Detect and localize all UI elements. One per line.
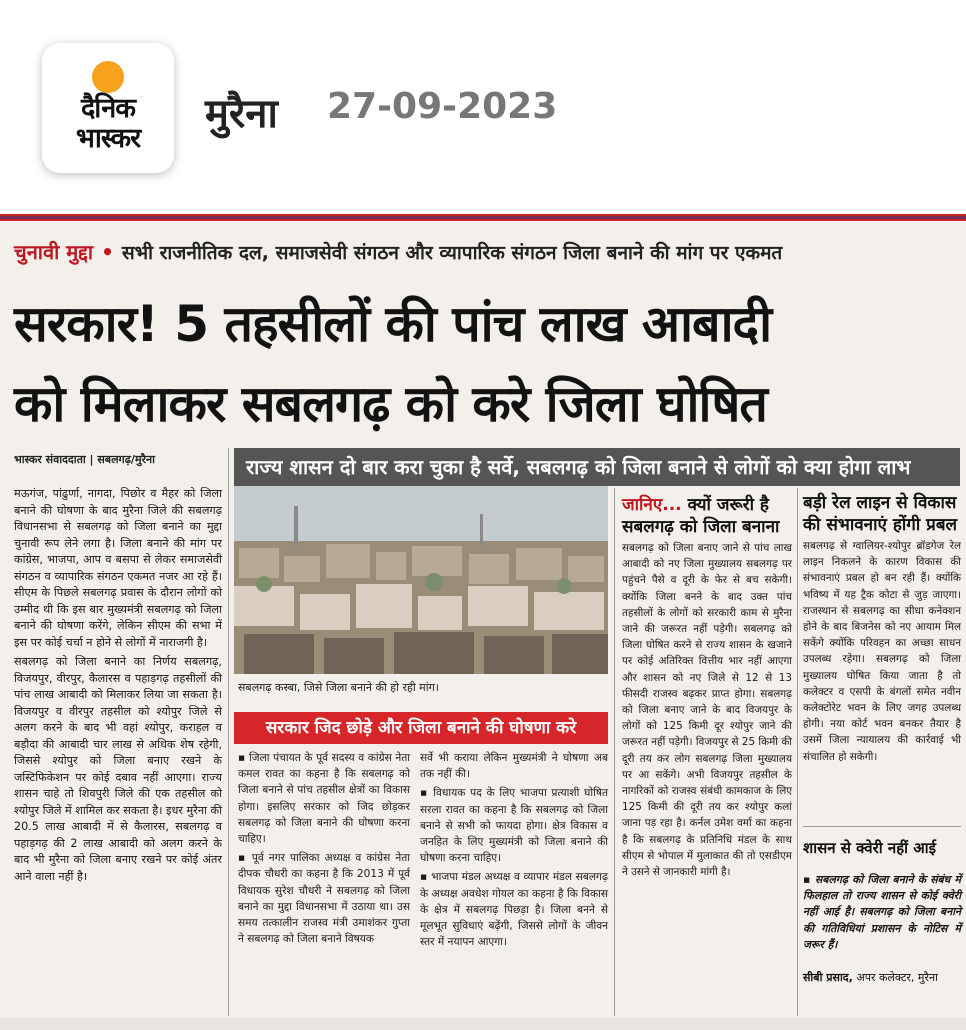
quote-signature [803, 970, 938, 985]
column-divider [228, 448, 229, 1016]
sidebar-heading-red: जानिए... [622, 495, 682, 515]
photo-caption: सबलगढ़ कस्बा, जिसे जिला बनाने की हो रही मांग। [238, 681, 439, 694]
headline-line1: सरकार! 5 तहसीलों की पांच लाख आबादी [14, 295, 772, 353]
paragraph: ▪ पूर्व नगर पालिका अध्यक्ष व कांग्रेस नेता दीपक चौधरी का कहना है कि 2013 में पूर्व विधायक सुरेश चौधरी ने सबलगढ़ को जिला बनाने का मुद्दा विधानसभा में उठाया था। उस समय तत्कालीन राजस्व मंत्री उमाशंकर गुप्ता ने सबलगढ़ को जिला बनाने विषयक [238, 852, 410, 946]
paragraph: सबलगढ़ को जिला बनाए जाने से पांच लाख आबादी को नए जिला मुख्यालय सबलगढ़ पर पहुंचने पैसे व दूरी के फेर से बच सकेगी। क्योंकि जिला बनने के बाद उक्त पांच तहसीलों के लोगों को सरकारी काम से मुरैना जाने की जरूरत नहीं पड़ेगी। सबलगढ़ को जिला घोषित करने से राज्य शासन के खजाने पर कोई अतिरिक्त वित्तीय भार नहीं आएगा और शासन को नए जिले से 12 से 13 फीसदी राजस्व बढ़कर प्राप्त होगा। सबलगढ़ को जिला बनाए जाने के बाद विजयपुर के लोगों को 125 किमी दूर श्योपुर जाने की जरूरत नहीं पड़ेगी। विजयपुर से 25 किमी की दूरी तय कर लोग सबलगढ़ जिला मुख्यालय पर आ सकेंगे। अभी विजयपुर तहसील के नागरिकों को राजस्व संबंधी कामकाज के लिए 125 किमी की दूरी तय कर श्योपुर कलां जाना पड़ रहा है। कर्नल उमेश वर्मा का कहना है कि सबलगढ़ के प्रतिनिधि मंडल के साथ सीएम से भोपाल में मुलाकात की तो एसडीएम ने उसने से जानकारी मांगी है। [622, 542, 792, 879]
town-skyline-illustration [234, 486, 608, 674]
sidebar-heading-rest: क्यों जरूरी है सबलगढ़ को जिला बनाना [622, 495, 780, 537]
paragraph: ▪ भाजपा मंडल अध्यक्ष व व्यापार मंडल सबलगढ़ के अध्यक्ष अवधेश गोयल का कहना है कि विकास के क्षेत्र में सबलगढ़ पिछड़ा है। जिला बनने से मूलभूत सुविधाएं बढ़ेंगी, जिससे लोगों के जीवन स्तर में नयापन आएगा। [420, 871, 608, 949]
edition-date: 27-09-2023 [327, 86, 558, 127]
sun-icon [92, 61, 124, 93]
masthead-band-accent [0, 216, 966, 219]
section-divider [803, 826, 961, 827]
article-column-1 [14, 486, 222, 888]
signature-role: अपर कलेक्टर, मुरैना [856, 971, 938, 984]
subhead-banner: सरकार जिद छोड़े और जिला बनाने की घोषणा करे [234, 712, 608, 744]
paragraph: ▪ विधायक पद के लिए भाजपा प्रत्याशी घोषित सरला रावत का कहना है कि सबलगढ़ को जिला बनाने से सभी को फायदा होगा। क्षेत्र विकास व जनहित के लिए मुख्यमंत्री को जिला बनाने की घोषणा करना चाहिए। [420, 787, 608, 865]
column-divider [797, 488, 798, 1016]
app-header [0, 0, 966, 210]
paragraph: सबलगढ़ को जिला बनाने का निर्णय सबलगढ़, विजयपुर, वीरपुर, कैलारस व पहाड़गढ़ तहसीलों की पांच लाख आबादी को मिलाकर लिया जा सकता है। विजयपुर व वीरपुर तहसील को श्योपुर जिले से अलग करने के बाद भी वहां श्योपुर, कराहल व बड़ौदा की आबादी चार लाख से अधिक शेष रहेगी, जिससे श्योपुर को जिला बनाए रखने के जस्टिफिकेशन पर कोई दबाव नहीं आएगा। राज्य शासन चाहे तो शिवपुरी जिले की एक तहसील को श्योपुर जिले में शामिल कर सकता है। इधर मुरैना की 20.5 लाख आबादी में से कैलारस, सबलगढ़ व पहाड़गढ़ की 2 लाख आबादी को अलग करने के बाद भी मुरैना को जिला बनाए रखने पर कोई अंतर आने वाला नहीं है। [14, 655, 222, 883]
paragraph: मऊगंज, पांढुर्णा, नागदा, पिछोर व मैहर को जिला बनाने की घोषणा के बाद मुरैना जिले की सबलगढ़ विधानसभा से सबलगढ़ को जिला बनाने का मुद्दा चुनावी रूप लेने लगा है। जिला बनाने की मांग पर कांग्रेस, भाजपा, आप व बसपा से लेकर समाजसेवी संगठन व व्यापारिक संगठन एकमत नजर आ रहे हैं। सीएम के पिछले सबलगढ़ प्रवास के दौरान लोगों को उम्मीद थी कि इस बार मुख्यमंत्री सबलगढ़ को जिला बनाने की घोषणा करेंगे, लेकिन सीएम की सभा में इस पर कोई चर्चा न होने से लोगों में नाराजगी है। [14, 487, 222, 649]
page-bottom-strip [0, 1018, 966, 1030]
logo-text-line2: भास्कर [75, 123, 141, 154]
byline: भास्कर संवाददाता | सबलगढ़/मुरैना [14, 453, 155, 466]
signature-name: सीबी प्रसाद, [803, 971, 853, 984]
sidebar-heading-why [622, 494, 794, 538]
photo-banner: राज्य शासन दो बार करा चुका है सर्वे, सबलगढ़ को जिला बनाने से लोगों को क्या होगा लाभ [234, 448, 960, 486]
sidebar-heading-query: शासन से क्वेरी नहीं आई [803, 839, 936, 857]
logo-text-line1: दैनिक [80, 93, 136, 124]
town-photo [234, 486, 608, 674]
article-column-4 [622, 540, 792, 883]
article-column-2 [238, 750, 410, 950]
article-column-5 [803, 538, 961, 768]
kicker [14, 238, 782, 265]
headline-line2: को मिलाकर सबलगढ़ को करे जिला घोषित [14, 375, 767, 433]
paragraph: ▪ जिला पंचायत के पूर्व सदस्य व कांग्रेस नेता कमल रावत का कहना है कि सबलगढ़ को जिला बनाने से पांच तहसील क्षेत्रों का विकास होगा। इसलिए सरकार को जिद छोड़कर सबलगढ़ को जिला बनाने की घोषणा करना चाहिए। [238, 752, 410, 846]
kicker-text: सभी राजनीतिक दल, समाजसेवी संगठन और व्यापारिक संगठन जिला बनाने की मांग पर एकमत [121, 242, 783, 264]
paragraph: ▪ सबलगढ़ को जिला बनाने के संबंध में फिलहाल तो राज्य शासन से कोई क्वेरी नहीं आई है। सबलगढ़ को जिला बनाने की गतिविधियां प्रशासन के नोटिस में जरूर हैं। [803, 873, 961, 951]
kicker-bullet: • [101, 240, 114, 264]
dainik-bhaskar-logo[interactable] [42, 43, 174, 173]
article-column-3 [420, 750, 608, 953]
paragraph: सबलगढ़ से ग्वालियर-श्योपुर ब्रॉडगेज रेल लाइन निकलने के कारण विकास की संभावनाएं प्रबल हो बन रही हैं। क्योंकि भविष्य में यह ट्रैक कोटा से जुड़ जाएगा। राजस्थान से सबलगढ़ का सीधा कनेक्शन होने के बाद बिजनेस को नए आयाम मिल सकेंगे क्योंकि परिवहन का अच्छा साधन उपलब्ध रहेगा। सबलगढ़ को जिला मुख्यालय घोषित किया जाता है तो कलेक्टर व एसपी के बंगलों समेत नवीन कलेक्टोरेट भवन के लिए जगह उपलब्ध होगी। नया कोर्ट भवन बनकर तैयार है उसमें जिला न्यायालय की कार्रवाई भी संचालित हो सकेगी। [803, 540, 961, 763]
edition-city: मुरैना [205, 91, 278, 137]
sidebar-heading-rail: बड़ी रेल लाइन से विकास की संभावनाएं होंगी प्रबल [803, 493, 958, 535]
kicker-label: चुनावी मुद्दा [14, 240, 94, 264]
column-divider [614, 488, 615, 1016]
quote-block [803, 872, 961, 956]
paragraph: सर्वे भी कराया लेकिन मुख्यमंत्री ने घोषणा अब तक नहीं की। [420, 752, 608, 781]
